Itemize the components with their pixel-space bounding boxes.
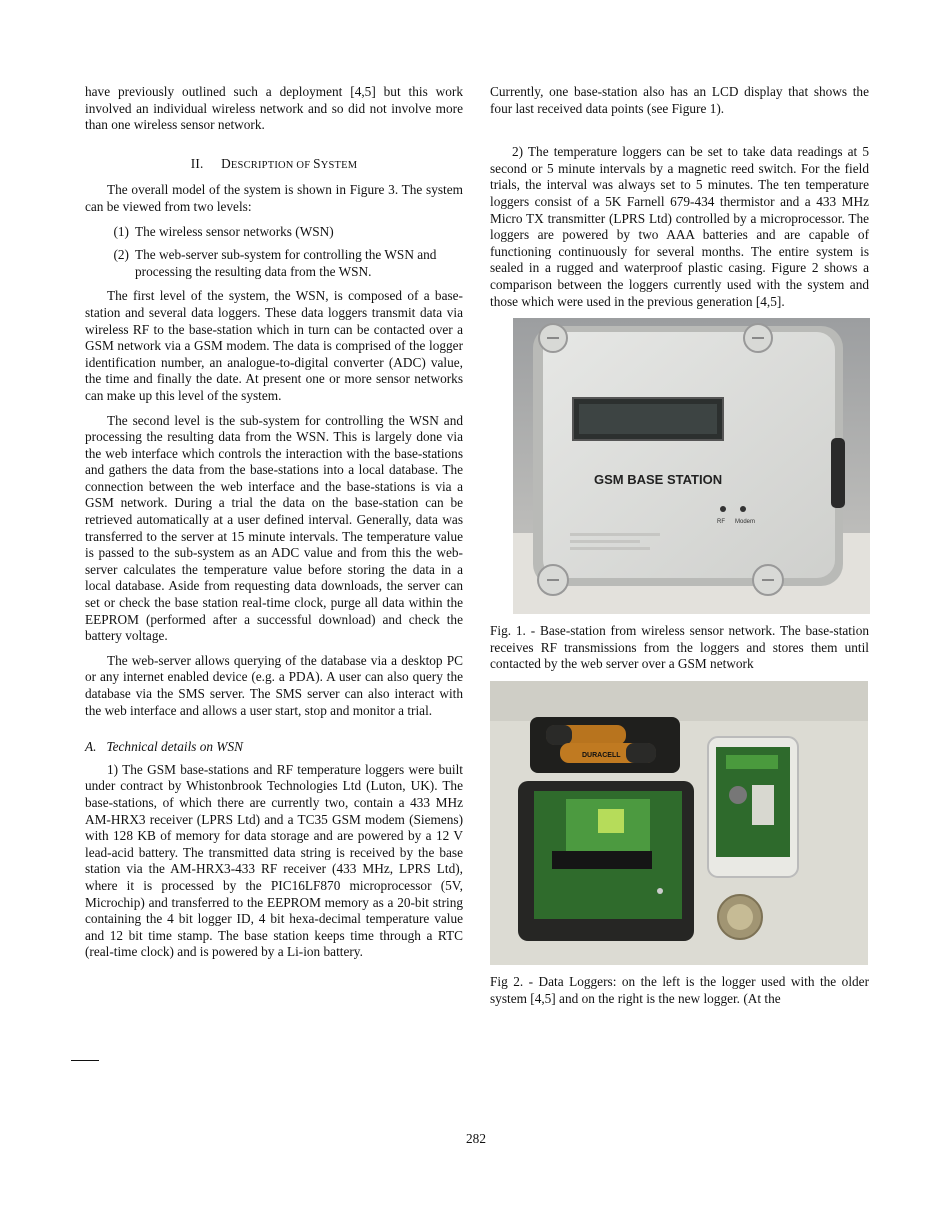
subsection-heading <box>85 739 463 756</box>
svg-text:Modem: Modem <box>735 519 756 526</box>
web-server-paragraph: The web-server allows querying of the database via a desktop PC or any internet enabled device (e.g. a PDA). A user can also query the database via the SMS server. The SMS server can also interact with the web interface and allows a user start, stop and monitor a trial. <box>85 652 463 718</box>
technical-paragraph: 1) The GSM base-stations and RF temperature loggers were built under contract by Whistonbrook Technologies Ltd (Luton, UK). The base-stations, of which there are currently two, contain a 433 MHz AM-HRX3 receiver (LPRS Ltd) and a TC35 GSM modem (Siemens) with 128 KB of memory for data storage and are powered by a 12 V lead-acid battery. The transmitted data string is received by the base station via the AM-HRX3-433 RF receiver (433 MHz, LPRS Ltd), where it is processed by the PIC16LF870 microprocessor (5V, Microchip) and transferred to the EEPROM memory as a 20-bit string containing the 4 bit logger ID, 4 bit hexa-decimal temperature value and 12 bit time stamp. The base station keeps time through a RTC (real-time clock) and is powered by a Li-ion battery. <box>85 761 463 960</box>
second-level-paragraph: The second level is the sub-system for controlling the WSN and processing the resulting data from the WSN. This is largely done via the web interface which controls the interaction with the base-stations and gathers the data from the base-stations into a local database. The connection between the web interface and the base-stations is via a GSM network. During a trial the data on the base-station can be retrieved automatically at a user defined interval. Generally, data was transferred to the server at 15 minute intervals. The temperature value is passed to the sub-system as an ADC value and from this the web-server calculates the temperature value before storing the data in a local database. Aside from requesting data downloads, the server can set or check the base station real-time clock, purge all data within the EEPROM (performed after a successful download) and check the battery voltage. <box>85 412 463 644</box>
subsection-label: A. <box>85 739 97 755</box>
footnote-rule <box>71 1060 99 1061</box>
svg-text:RF: RF <box>717 519 725 526</box>
figure-2-caption: Fig 2. - Data Loggers: on the left is the logger used with the older system [4,5] and on the right is the new logger. (At the <box>490 973 869 1006</box>
section-heading <box>85 156 463 175</box>
section-title: DESCRIPTION OF SYSTEM <box>221 155 358 171</box>
page-number: 282 <box>466 1131 486 1146</box>
left-column <box>85 84 463 969</box>
list-item: (2) The web-server sub-system for controlling the WSN and processing the resulting data from the WSN. <box>113 247 437 279</box>
intro-paragraph: have previously outlined such a deployment [4,5] but this work involved an individual wireless network and so did not involve more than one wireless sensor network. <box>85 84 463 133</box>
continuation-paragraph: Currently, one base-station also has an LCD display that shows the four last received data points (see Figure 1). <box>490 84 869 116</box>
figure-1-caption: Fig. 1. - Base-station from wireless sensor network. The base-station receives RF transmissions from the loggers and stores them until contacted by the web server over a GSM network <box>490 623 869 672</box>
loggers-paragraph: 2) The temperature loggers can be set to take data readings at 5 second or 5 minute intervals by a magnetic reed switch. For the field trials, the interval was always set to 5 minutes. The ten temperature loggers consist of a 5K Farnell 679-434 thermistor and a 433 MHz Micro TX transmitter (LPRS Ltd) controlled by a microprocessor. The loggers are powered by two AAA batteries and are capable of functioning continuously for several months. The entire system is sealed in a rugged and waterproof plastic casing. Figure 2 shows a comparison between the loggers currently used with the system and those which were used in the previous generation [4,5]. <box>490 144 869 309</box>
figure-1-label: GSM BASE STATION <box>594 472 723 488</box>
section-number: II. <box>190 155 204 171</box>
figure-2-battery-label: DURACELL <box>582 751 621 759</box>
first-level-paragraph: The first level of the system, the WSN, is composed of a base-station and several data loggers. These data loggers transmit data via wireless RF to the base-station which in turn can be contacted over a GSM network via a GSM modem. The data is comprised of the logger identification number, an analogue-to-digital converter (ADC) value, the time and finally the date. At present one or more sensor networks can make up this level of the system. <box>85 288 463 403</box>
right-column <box>490 84 869 1015</box>
levels-list <box>85 224 463 281</box>
subsection-title: Technical details on WSN <box>106 739 243 755</box>
list-item: (1) The wireless sensor networks (WSN) <box>113 223 334 239</box>
figure-2-data-loggers-photo <box>490 681 868 965</box>
figure-1-base-station-photo <box>513 318 870 614</box>
overview-paragraph: The overall model of the system is shown in Figure 3. The system can be viewed from two levels: <box>85 182 463 214</box>
